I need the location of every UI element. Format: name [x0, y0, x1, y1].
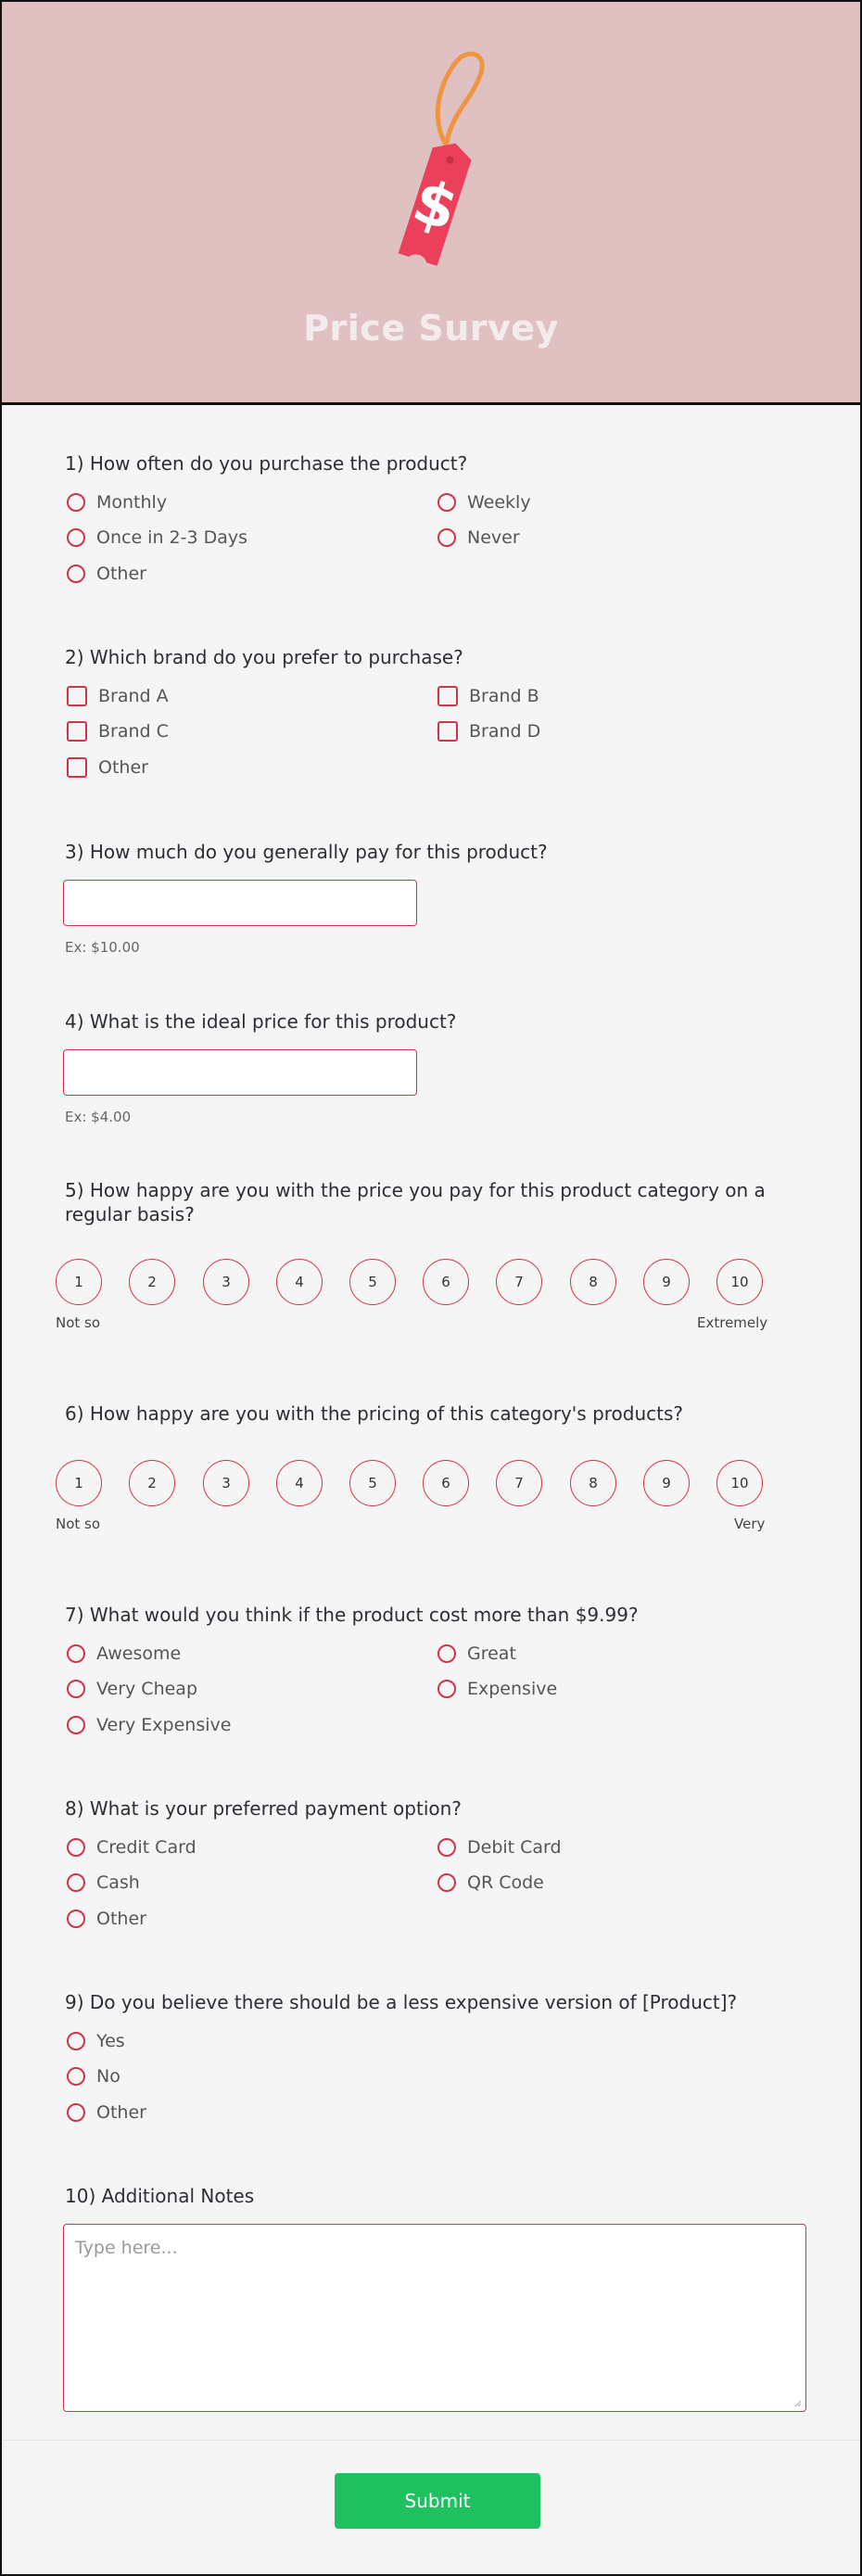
checkbox-option[interactable] [437, 686, 539, 706]
submit-button[interactable]: Submit [335, 2473, 540, 2529]
checkbox[interactable] [67, 757, 87, 778]
question-5-label: 5) How happy are you with the price you pay for this product category on a regular basis? [65, 1179, 766, 1225]
option-label: Debit Card [467, 1837, 562, 1858]
scale-option[interactable]: 7 [496, 1460, 542, 1506]
radio-option[interactable] [67, 2031, 125, 2051]
radio-circle[interactable] [67, 2067, 85, 2086]
page-title: Price Survey [303, 308, 559, 349]
scale-option[interactable]: 6 [423, 1460, 469, 1506]
option-label: No [96, 2066, 120, 2087]
scale-option[interactable]: 10 [716, 1460, 763, 1506]
checkbox-option[interactable] [67, 721, 169, 742]
checkbox-option[interactable] [67, 757, 148, 778]
question-7-label: 7) What would you think if the product cost more than $9.99? [65, 1604, 639, 1626]
radio-option[interactable] [437, 492, 531, 513]
radio-circle[interactable] [67, 1716, 85, 1734]
question-9-label: 9) Do you believe there should be a less expensive version of [Product]? [65, 1991, 738, 2013]
radio-circle[interactable] [67, 1873, 85, 1892]
radio-option[interactable] [67, 2066, 120, 2087]
option-label: Cash [96, 1872, 140, 1893]
radio-option[interactable] [437, 527, 520, 548]
scale-min-label: Not so [56, 1314, 101, 1331]
option-label: QR Code [467, 1872, 544, 1893]
scale-option[interactable]: 5 [349, 1259, 396, 1305]
option-label: Awesome [96, 1643, 182, 1664]
option-label: Brand A [98, 686, 169, 706]
radio-option[interactable] [67, 527, 247, 548]
option-label: Great [467, 1643, 516, 1664]
svg-text:$: $ [404, 167, 466, 246]
radio-option[interactable] [437, 1837, 562, 1858]
radio-option[interactable] [437, 1643, 516, 1664]
option-label: Brand D [469, 721, 541, 742]
resize-handle-icon[interactable] [792, 2398, 802, 2407]
radio-circle[interactable] [67, 1838, 85, 1857]
checkbox[interactable] [67, 686, 87, 706]
option-label: Weekly [467, 492, 531, 513]
option-label: Never [467, 527, 520, 548]
radio-option[interactable] [67, 1837, 196, 1858]
radio-circle[interactable] [67, 1680, 85, 1698]
checkbox-option[interactable] [437, 721, 540, 742]
scale-option[interactable]: 8 [570, 1259, 616, 1305]
scale-option[interactable]: 2 [129, 1460, 175, 1506]
option-label: Monthly [96, 492, 168, 513]
radio-circle[interactable] [437, 493, 456, 512]
scale-option[interactable]: 5 [349, 1460, 396, 1506]
footer-divider [2, 2440, 860, 2441]
question-3-label: 3) How much do you generally pay for this product? [65, 841, 548, 863]
checkbox[interactable] [437, 686, 458, 706]
option-label: Once in 2-3 Days [96, 527, 248, 548]
radio-option[interactable] [67, 492, 167, 513]
additional-notes-textarea[interactable] [63, 2224, 806, 2412]
scale-option[interactable]: 3 [203, 1259, 249, 1305]
question-8-label: 8) What is your preferred payment option? [65, 1797, 462, 1820]
ideal-price-hint: Ex: $4.00 [65, 1109, 132, 1125]
radio-option[interactable] [437, 1679, 557, 1699]
radio-option[interactable] [67, 1909, 146, 1929]
scale-option[interactable]: 4 [276, 1460, 323, 1506]
scale-option[interactable]: 10 [716, 1259, 763, 1305]
radio-option[interactable] [67, 1872, 140, 1893]
radio-circle[interactable] [67, 565, 85, 583]
scale-min-label: Not so [56, 1516, 101, 1532]
radio-circle[interactable] [67, 2103, 85, 2122]
checkbox[interactable] [67, 721, 87, 742]
option-label: Brand C [98, 721, 169, 742]
scale-option[interactable]: 1 [56, 1259, 102, 1305]
option-label: Other [96, 2102, 146, 2123]
radio-circle[interactable] [67, 493, 85, 512]
radio-option[interactable] [67, 2102, 146, 2123]
radio-circle[interactable] [67, 528, 85, 547]
option-label: Very Expensive [96, 1715, 232, 1735]
scale-max-label: Very [734, 1516, 766, 1532]
scale-option[interactable]: 9 [643, 1460, 690, 1506]
option-label: Yes [96, 2031, 125, 2051]
option-label: Expensive [467, 1679, 558, 1699]
radio-circle[interactable] [67, 1910, 85, 1928]
option-label: Other [96, 564, 146, 584]
scale-option[interactable]: 8 [570, 1460, 616, 1506]
form-header [2, 2, 860, 405]
option-label: Credit Card [96, 1837, 196, 1858]
scale-option[interactable]: 7 [496, 1259, 542, 1305]
scale-max-label: Extremely [697, 1314, 768, 1331]
checkbox[interactable] [437, 721, 458, 742]
question-10-label: 10) Additional Notes [65, 2185, 255, 2207]
radio-circle[interactable] [67, 1644, 85, 1663]
ideal-price-input[interactable] [63, 1049, 417, 1096]
radio-circle[interactable] [437, 528, 456, 547]
scale-option[interactable]: 6 [423, 1259, 469, 1305]
radio-option[interactable] [67, 564, 146, 584]
textarea-placeholder: Type here... [75, 2238, 178, 2258]
option-label: Very Cheap [96, 1679, 198, 1699]
scale-option[interactable]: 3 [203, 1460, 249, 1506]
option-label: Brand B [469, 686, 539, 706]
radio-option[interactable] [67, 1679, 197, 1699]
radio-option[interactable] [67, 1715, 231, 1735]
question-1-label: 1) How often do you purchase the product? [65, 452, 468, 475]
price-tag-dollar-icon [359, 50, 498, 291]
price-paid-input[interactable] [63, 880, 417, 926]
radio-circle[interactable] [67, 2032, 85, 2050]
question-6-label: 6) How happy are you with the pricing of this category's products? [65, 1402, 684, 1425]
price-paid-hint: Ex: $10.00 [65, 939, 140, 956]
radio-circle[interactable] [437, 1838, 456, 1857]
scale-option[interactable]: 9 [643, 1259, 690, 1305]
radio-circle[interactable] [437, 1644, 456, 1663]
checkbox-option[interactable] [67, 686, 169, 706]
option-label: Other [96, 1909, 146, 1929]
question-4-label: 4) What is the ideal price for this product? [65, 1010, 457, 1033]
option-label: Other [98, 757, 148, 778]
radio-circle[interactable] [437, 1680, 456, 1698]
radio-option[interactable] [437, 1872, 544, 1893]
scale-option[interactable]: 1 [56, 1460, 102, 1506]
question-2-label: 2) Which brand do you prefer to purchase? [65, 646, 463, 668]
radio-option[interactable] [67, 1643, 181, 1664]
radio-circle[interactable] [437, 1873, 456, 1892]
scale-option[interactable]: 2 [129, 1259, 175, 1305]
scale-option[interactable]: 4 [276, 1259, 323, 1305]
